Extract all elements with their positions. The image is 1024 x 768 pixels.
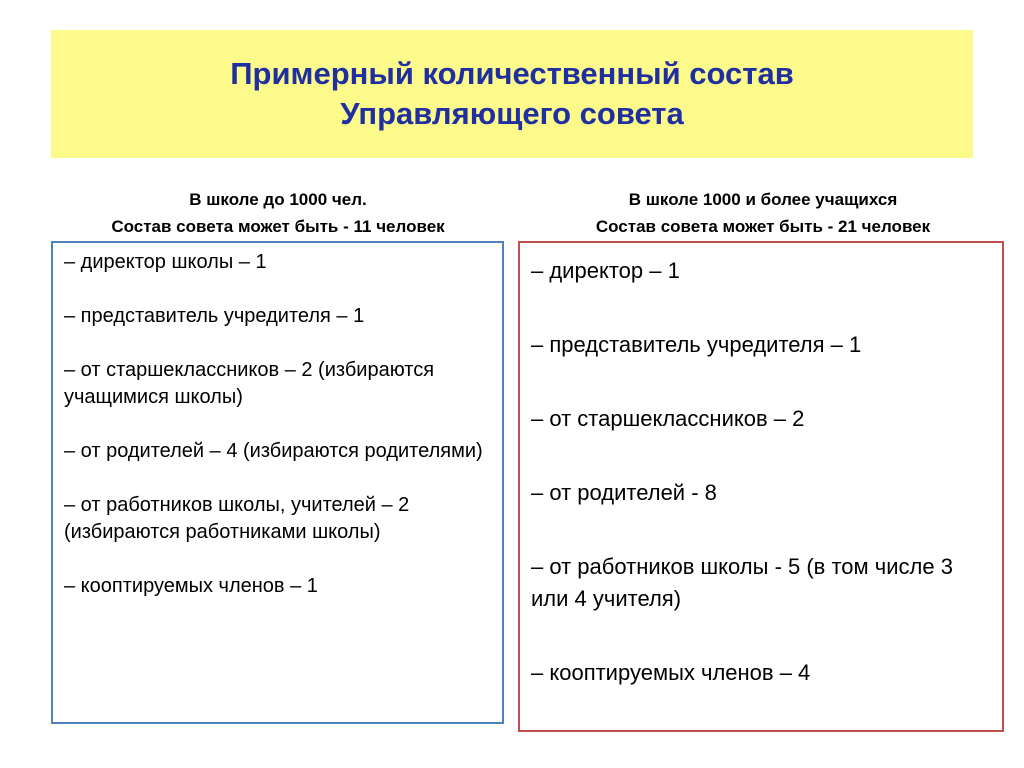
list-item: – представитель учредителя – 1 (64, 305, 365, 327)
list-item: – от работников школы, учителей – 2 (избираются работниками школы) (64, 494, 410, 543)
list-item: – от работников школы - 5 (в том числе 3 или 4 учителя) (531, 554, 953, 611)
right-composition-box (518, 241, 1004, 732)
list-item: – кооптируемых членов – 1 (64, 575, 318, 597)
title-banner (51, 30, 973, 158)
list-item: – директор школы – 1 (64, 251, 267, 273)
list-item: – от родителей - 8 (531, 480, 717, 505)
slide-title-line-1: Примерный количественный состав (230, 56, 794, 91)
slide-title-line-2: Управляющего совета (340, 96, 684, 131)
left-header-line-2: Состав совета может быть - 11 человек (111, 217, 445, 236)
left-column-header (52, 186, 504, 240)
list-item: – от родителей – 4 (избираются родителями) (64, 440, 483, 462)
list-item: – от старшеклассников – 2 (531, 406, 805, 431)
list-item: – директор – 1 (531, 258, 680, 283)
list-item: – представитель учредителя – 1 (531, 332, 862, 357)
list-item: – кооптируемых членов – 4 (531, 660, 811, 685)
list-item: – от старшеклассников – 2 (избираются учащимися школы) (64, 359, 435, 408)
left-header-line-1: В школе до 1000 чел. (189, 190, 367, 209)
right-column-header (516, 186, 1010, 240)
right-header-line-1: В школе 1000 и более учащихся (628, 190, 898, 209)
left-composition-box (51, 241, 504, 724)
right-header-line-2: Состав совета может быть - 21 человек (595, 217, 931, 236)
